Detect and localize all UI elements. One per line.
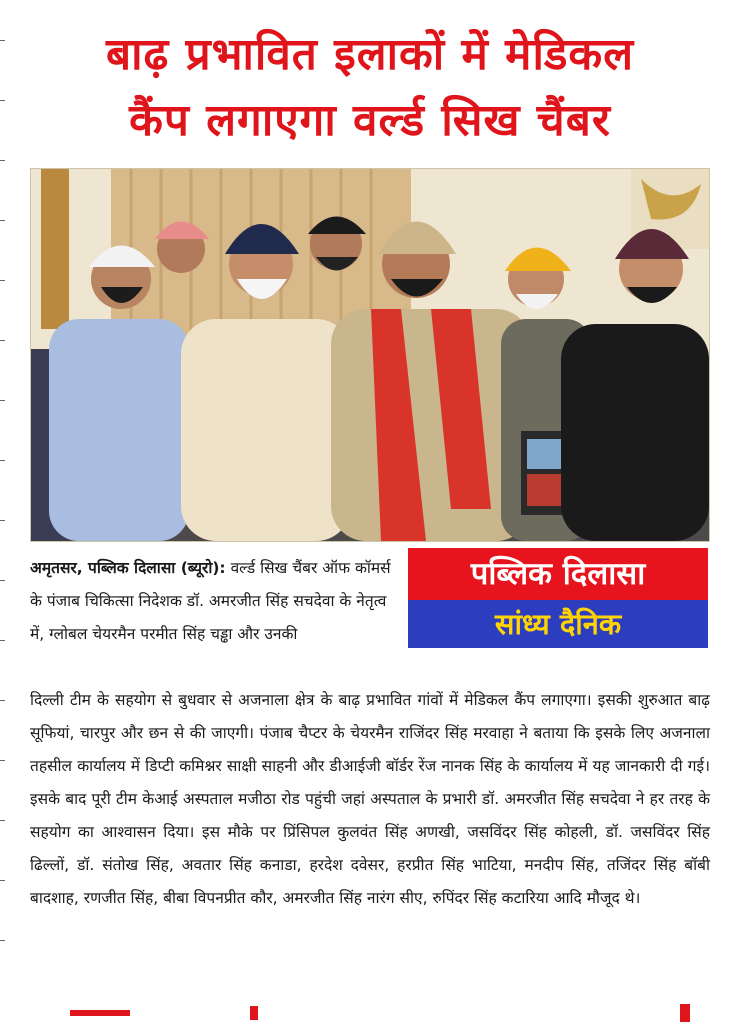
group-photo-illustration bbox=[31, 169, 709, 541]
headline-line-1: बाढ़ प्रभावित इलाकों में मेडिकल bbox=[105, 29, 635, 80]
masthead-name: पब्लिक दिलासा bbox=[408, 548, 708, 600]
headline-line-2: कैंप लगाएगा वर्ल्ड सिख चैंबर bbox=[129, 95, 611, 146]
article-headline bbox=[20, 22, 720, 154]
masthead-tagline: सांध्य दैनिक bbox=[408, 600, 708, 648]
article-intro-column bbox=[30, 552, 398, 651]
dateline: अमृतसर, पब्लिक दिलासा (ब्यूरो): bbox=[30, 559, 226, 577]
intro-text: वर्ल्ड सिख चैंबर ऑफ कॉमर्स के पंजाब चिकित्सा निदेशक डॉ. अमरजीत सिंह सचदेवा के नेतृत्व में, ग्लोबल चेयरमैन परमीत सिंह चड्ढा और उनकी bbox=[30, 559, 391, 643]
page-edge-marks bbox=[0, 0, 6, 1024]
next-article-cutoff bbox=[0, 1000, 740, 1024]
publication-masthead bbox=[408, 548, 708, 648]
group-photo bbox=[30, 168, 710, 542]
article-body: दिल्ली टीम के सहयोग से बुधवार से अजनाला क्षेत्र के बाढ़ प्रभावित गांवों में मेडिकल कैंप लगाएगा। इसकी शुरुआत बाढ़ सूफियां, चारपुर और छन से की जाएगी। पंजाब चैप्टर के चेयरमैन राजिंदर सिंह मरवाहा ने बताया कि इसके लिए अजनाला तहसील कार्यालय में डिप्टी कमिश्नर साक्षी साहनी और डीआईजी बॉर्डर रेंज नानक सिंह के कार्यालय में यह जानकारी दी गई। इसके बाद पूरी टीम केआई अस्पताल मजीठा रोड पहुंची जहां अस्पताल के प्रभारी डॉ. अमरजीत सिंह सचदेवा ने हर तरह के सहयोग का आश्वासन दिया। इस मौके पर प्रिंसिपल कुलवंत सिंह अणखी, जसविंदर सिंह कोहली, डॉ. जसविंदर सिंह ढिल्लों, डॉ. संतोख सिंह, अवतार सिंह कनाडा, हरदेश दवेसर, हरप्रीत सिंह भाटिया, मनदीप सिंह, तजिंदर सिंह बॉबी बादशाह, रणजीत सिंह, बीबा विपनप्रीत कौर, अमरजीत सिंह नारंग सीए, रुपिंदर सिंह कटारिया आदि मौजूद थे। bbox=[30, 691, 710, 907]
cutoff-marks bbox=[0, 1000, 740, 1024]
